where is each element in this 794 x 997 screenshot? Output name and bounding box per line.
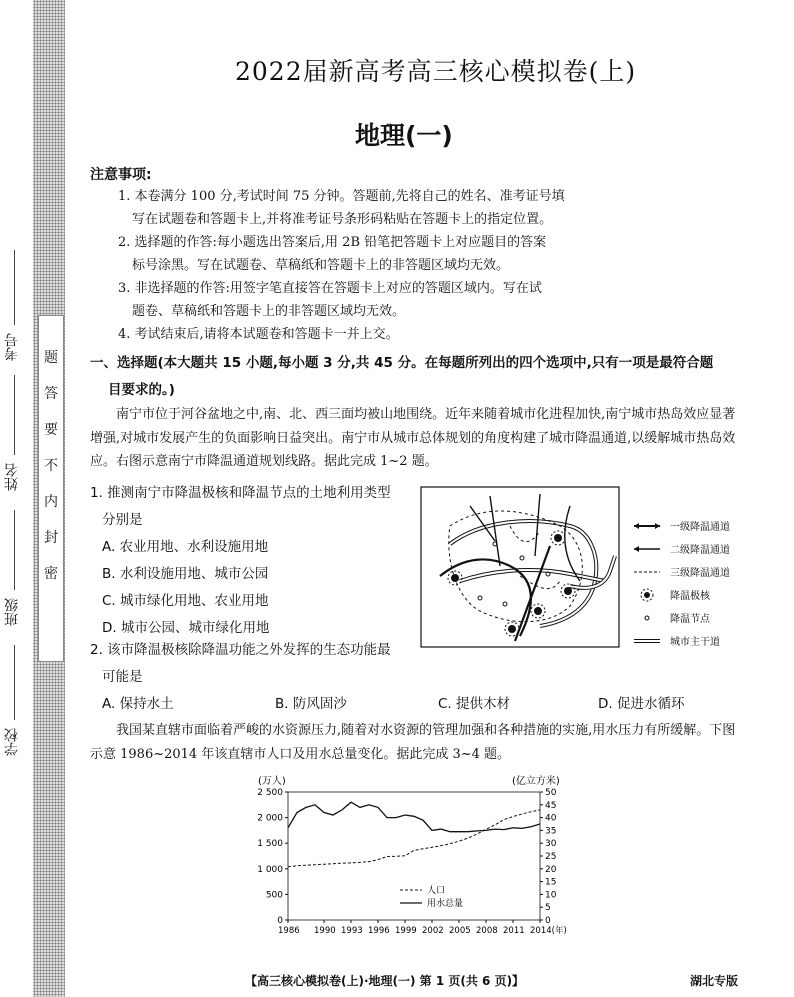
question-2 [90,637,420,691]
x-tick-label: 1999 [395,926,417,936]
question-1 [90,480,420,642]
legend-arrow-icon [634,546,639,552]
y-left-tick-label: 2 500 [257,788,283,798]
x-tick-label: 2011 [503,926,525,936]
option-c[interactable]: C. 城市绿化用地、农业用地 [102,593,269,609]
legend-label: 降温节点 [670,614,710,625]
y-right-tick-label: 30 [545,839,557,850]
seal-char: 封 [44,530,58,546]
option-a[interactable]: A. 农业用地、水利设施用地 [102,539,269,555]
school-label: 学校 [4,728,20,756]
exam-no-label: 考号 [4,333,20,361]
seal-char: 内 [44,494,58,510]
y-left-tick-label: 2 000 [257,813,283,824]
legend-cooling-node-icon [645,616,649,620]
x-tick-label: 1996 [368,926,390,936]
exam-no-line[interactable] [14,250,15,325]
legend-label: 二级降温通道 [670,545,730,556]
y-right-tick-label: 0 [545,916,551,926]
seal-char: 答 [44,386,58,402]
option-a[interactable]: A. 保持水土 [102,696,174,712]
y-right-tick-label: 10 [545,890,557,901]
section-heading-line: 目要求的。) [108,382,175,398]
notice-line: 2. 选择题的作答:每小题选出答案后,用 2B 铅笔把答题卡上对应题目的答案 [118,235,547,250]
y-right-tick-label: 50 [545,788,557,798]
notice-line: 标号涂黑。写在试题卷、草稿纸和答题卡上的非答题区域均无效。 [132,258,510,273]
question-text: 分别是 [102,512,143,528]
legend-label: 城市主干道 [670,637,720,648]
page-footer: 【高三核心模拟卷(上)·地理(一) 第 1 页(共 6 页)】 [245,974,525,988]
series-line-water-use [288,802,540,832]
notice-line: 写在试题卷和答题卡上,并将准考证号条形码粘贴在答题卡上的指定位置。 [132,212,553,227]
option-b[interactable]: B. 水利设施用地、城市公园 [102,566,269,582]
y-right-tick-label: 15 [545,877,557,888]
y-left-tick-label: 0 [277,916,283,926]
notice-line: 4. 考试结束后,请将本试题卷和答题卡一并上交。 [118,327,399,342]
class-label: 班级 [4,598,20,626]
class-line[interactable] [14,510,15,590]
x-tick-label: 2005 [449,926,471,936]
name-label: 姓名 [4,463,20,491]
section-heading [90,350,750,404]
left-axis-unit: (万人) [258,776,286,787]
y-right-tick-label: 20 [545,864,557,875]
seal-char: 题 [44,350,58,366]
y-right-tick-label: 25 [545,852,557,862]
option-b[interactable]: B. 防风固沙 [275,696,347,712]
seal-text [40,340,62,592]
edition-label: 湖北专版 [690,974,739,988]
y-left-tick-label: 1 500 [257,839,283,850]
school-line[interactable] [14,645,15,720]
question-text: 可能是 [102,669,143,685]
option-c[interactable]: C. 提供木材 [438,696,511,712]
x-tick-label: 1990 [314,926,336,936]
question-text: 1. 推测南宁市降温极核和降温节点的土地利用类型 [90,485,391,501]
legend-label: 一级降温通道 [670,522,730,533]
notice-list [118,185,565,346]
chart-legend-label: 人口 [427,886,446,896]
option-d[interactable]: D. 促进水循环 [598,696,685,712]
x-tick-label: 2014(年) [530,926,567,936]
series-line-population [288,810,540,867]
cooling-channel-map [420,486,750,651]
x-tick-label: 1993 [341,926,363,936]
map-legend [634,520,730,648]
y-right-tick-label: 35 [545,826,557,837]
legend-label: 降温极核 [670,591,710,602]
notice-heading: 注意事项: [90,167,152,183]
notice-line: 1. 本卷满分 100 分,考试时间 75 分钟。答题前,先将自己的姓名、准考证号填 [118,189,565,204]
right-axis-unit: (亿立方米) [512,776,560,787]
legend-cooling-core-icon [644,592,650,598]
seal-char: 要 [44,422,58,438]
map-frame [421,487,619,647]
population-water-chart [250,772,580,944]
section-heading-line: 一、选择题(本大题共 15 小题,每小题 3 分,共 45 分。在每题所列出的四个选项中,只有一项是最符合题 [90,355,714,371]
notice-line: 3. 非选择题的作答:用签字笔直接答在答题卡上对应的答题区域内。写在试 [118,281,542,296]
exam-title: 2022届新高考高三核心模拟卷(上) [235,57,637,86]
y-left-tick-label: 1 000 [257,864,283,875]
y-left-tick-label: 500 [265,890,283,901]
x-tick-label: 2008 [476,926,498,936]
x-tick-label: 1986 [278,926,300,936]
seal-char: 密 [44,566,58,582]
notice-line: 题卷、草稿纸和答题卡上的非答题区域均无效。 [132,304,406,319]
question-text: 2. 该市降温极核除降温功能之外发挥的生态功能最 [90,642,391,658]
passage-1: 南宁市位于河谷盆地之中,南、北、西三面均被山地围绕。近年来随着城市化进程加快,南宁城市热岛效应显著增强,对城市发展产生的负面影响日益突出。南宁市从城市总体规划的角度构建了城市降温通道,以缓解城市热岛效应。右图示意南宁市降温通道规划线路。据此完成 1~2 题。 [90,407,736,469]
x-tick-label: 2002 [422,926,444,936]
chart-legend-label: 用水总量 [427,899,464,909]
y-right-tick-label: 5 [545,903,551,914]
y-right-tick-label: 45 [545,800,557,811]
y-right-tick-label: 40 [545,813,557,824]
subject-title: 地理(一) [355,121,453,150]
seal-char: 不 [44,458,58,474]
plot-frame [288,792,540,920]
option-d[interactable]: D. 城市公园、城市绿化用地 [102,620,270,636]
passage-2: 我国某直辖市面临着严峻的水资源压力,随着对水资源的管理加强和各种措施的实施,用水压力有所缓解。下图示意 1986~2014 年该直辖市人口及用水总量变化。据此完成 3~4 题。 [90,723,736,762]
name-line[interactable] [14,375,15,455]
legend-label: 三级降温通道 [670,568,730,579]
